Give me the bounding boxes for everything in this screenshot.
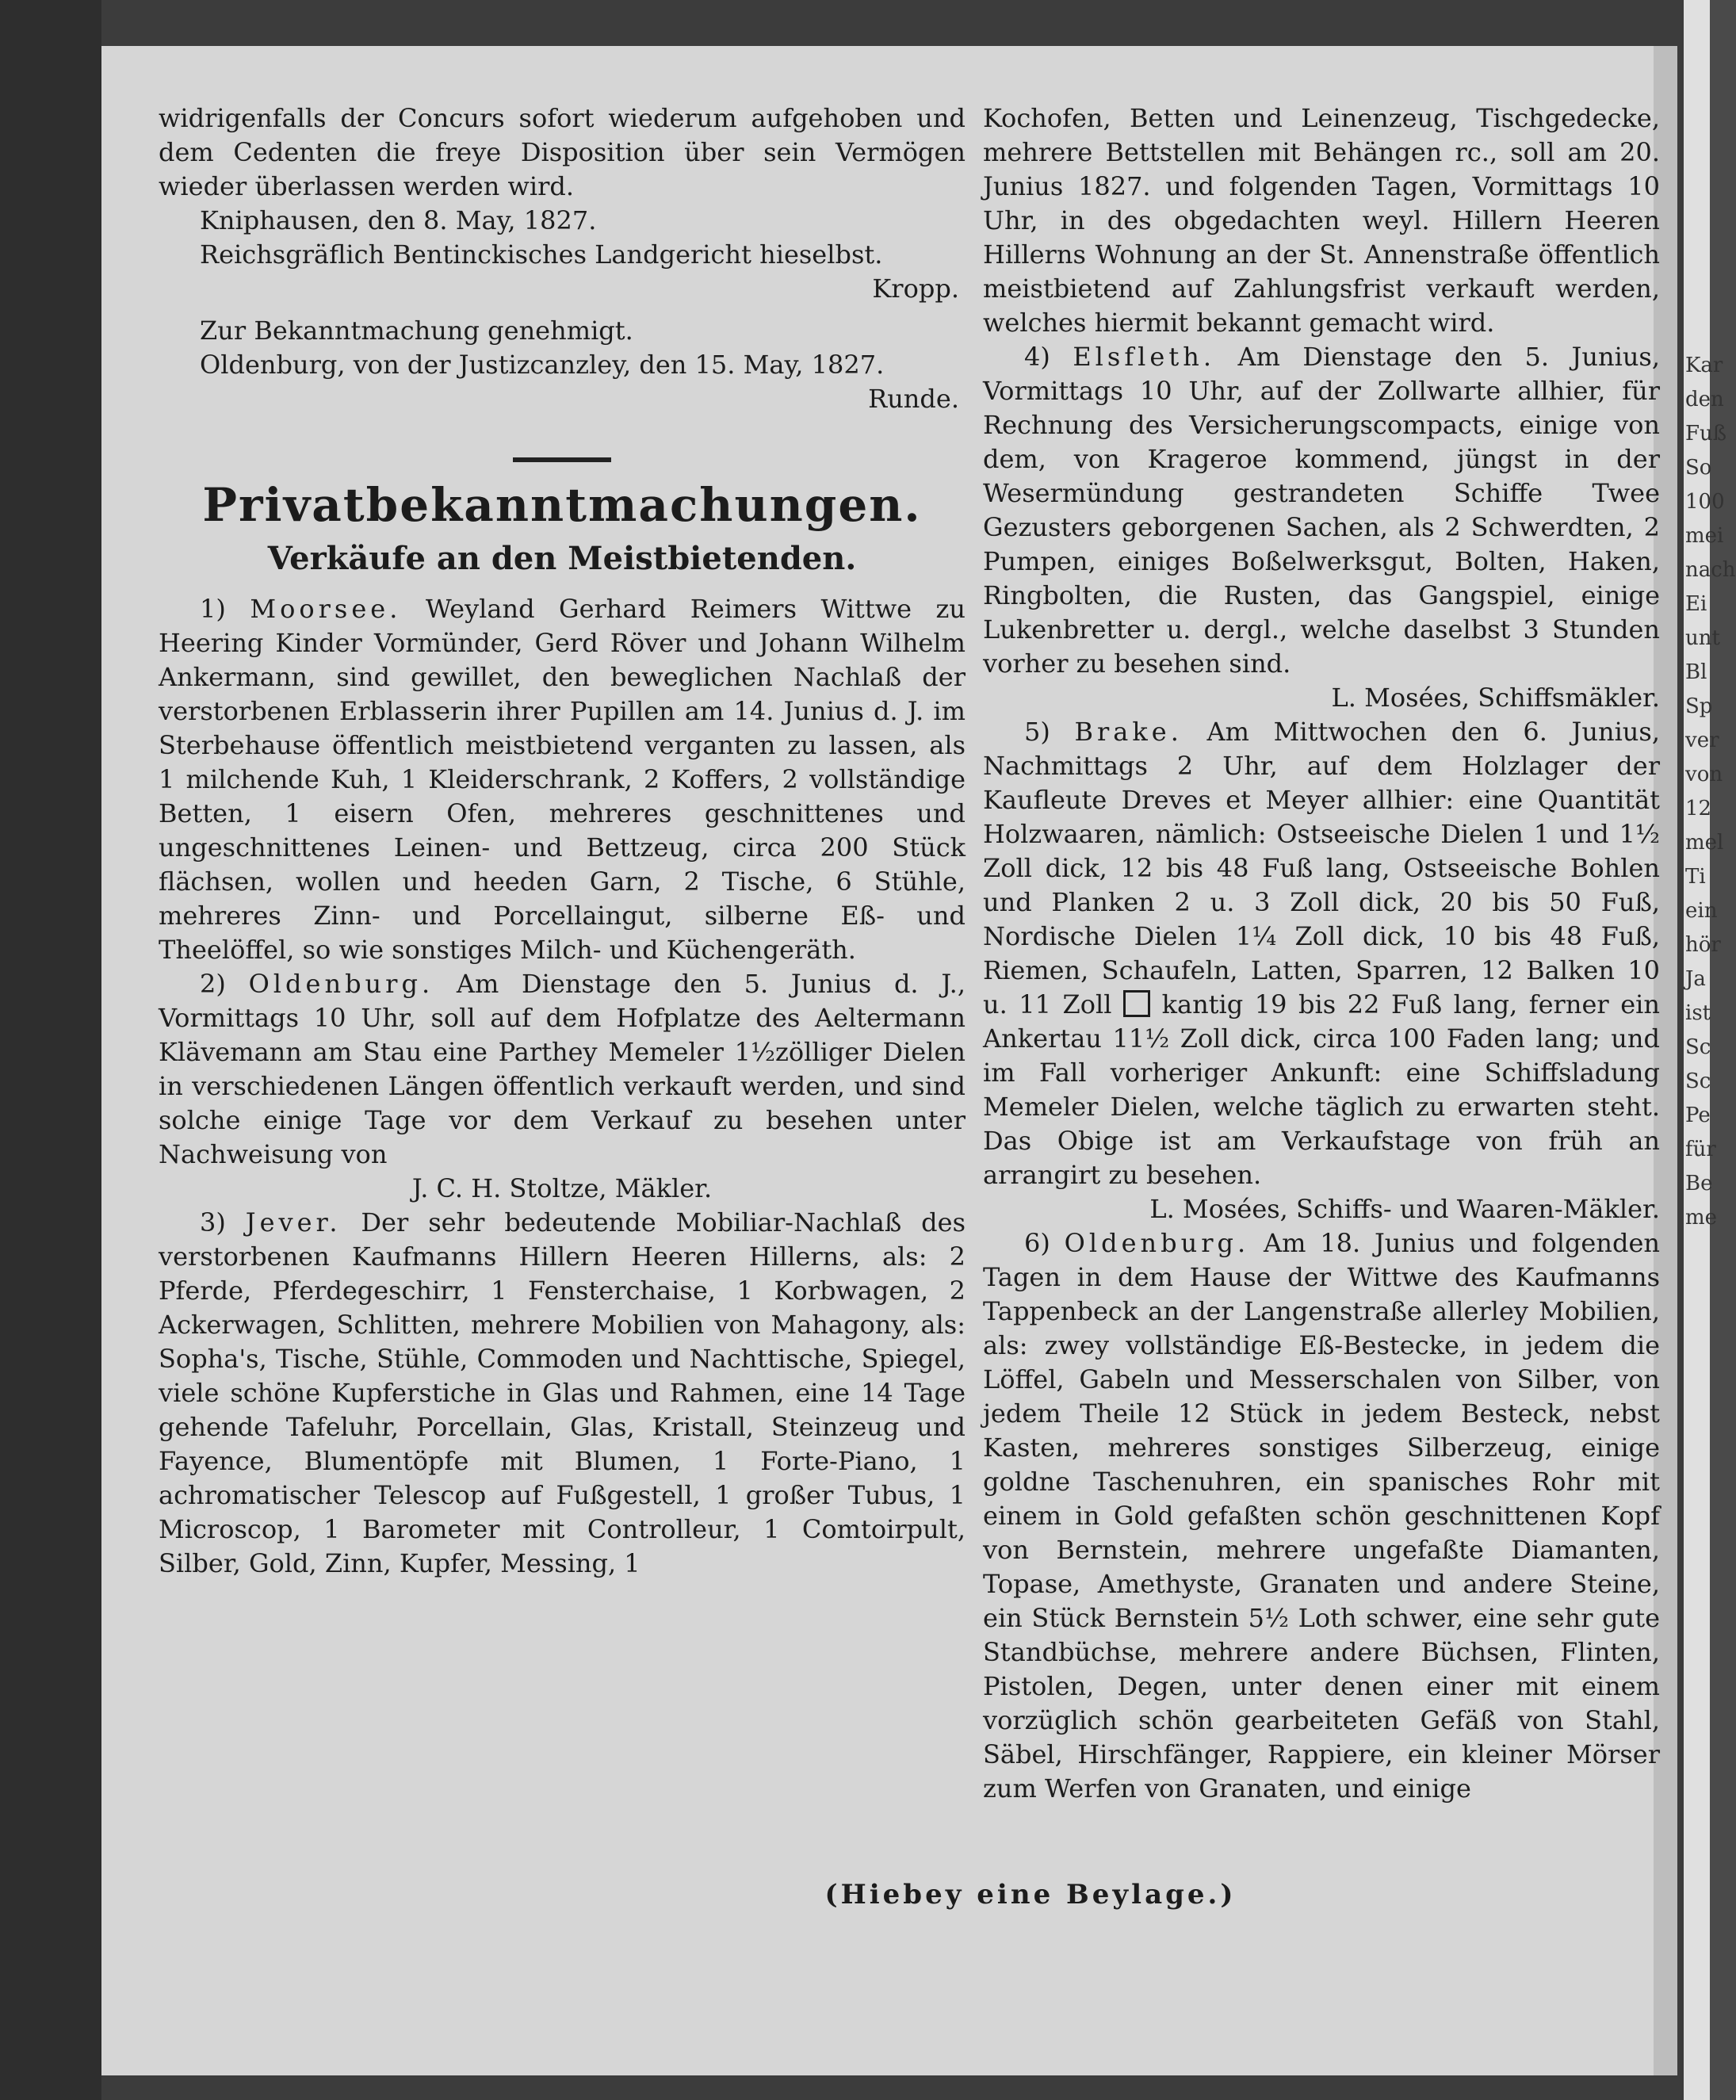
section-heading: Privatbekanntmachungen.: [202, 478, 922, 532]
section-divider: [513, 457, 611, 462]
next-page-fragment: Ja: [1685, 967, 1706, 991]
next-page-fragment: hör: [1685, 933, 1721, 957]
notice-body: Am Dienstage den 5. Junius d. J., Vormittags 10 Uhr, soll auf dem Hofplatze des Aeltermann Klävemann am Stau eine Parthey Memeler 1½zölliger Dielen in verschiedenen Längen öffentlich verkauft werden, und sind solche einige Tage vor dem Verkauf zu besehen unter Nachweisung von: [159, 969, 966, 1169]
notice-place: Oldenburg.: [248, 969, 434, 999]
notice-place: Jever.: [245, 1207, 342, 1237]
notice-body: Am Dienstage den 5. Junius, Vormittags 10 Uhr, auf der Zollwarte allhier, für Rechnung des Versicherungscompacts, einige von dem, von Krageroe kommend, jüngst in der Wesermündung gestrandeten Schiffe Twee Gezusters geborgenen Sachen, als 2 Schwerdten, 2 Pumpen, einiges Boßelwerksgut, Bolten, Haken, Ringbolten, die Rusten, das Gangspiel, einige Lukenbretter u. dergl., welche daselbst 3 Stunden vorher zu besehen sind.: [983, 342, 1661, 679]
notice-elsfleth: [983, 340, 1660, 681]
notice-body: Am Mittwochen den 6. Junius, Nachmittags 2 Uhr, auf dem Holzlager der Kaufleute Dreves et Meyer allhier: eine Quantität Holzwaaren, nämlich: Ostseeische Dielen 1 und 1½ Zoll dick, 12 bis 48 Fuß lang, Ostseeische Bohlen und Planken 2 u. 3 Zoll dick, 20 bis 50 Fuß, Nordische Dielen 1¼ Zoll dick, 10 bis 48 Fuß, Riemen, Schaufeln, Latten, Sparren, 12 Balken 10 u. 11 Zoll: [983, 717, 1661, 1019]
next-page-fragment: Sp: [1685, 694, 1713, 718]
notice-number: 5): [1024, 717, 1050, 747]
next-page-fragment: Pe: [1685, 1104, 1711, 1127]
section-subheading: Verkäufe an den Meistbietenden.: [267, 540, 857, 577]
next-page-fragment: den: [1685, 388, 1724, 411]
notice-oldenburg-2: [983, 1226, 1660, 1806]
notice-body: Am 18. Junius und folgenden Tagen in dem Hause der Wittwe des Kaufmanns Tappenbeck an der Langenstraße allerley Mobilien, als: zwey vollständige Eß-Bestecke, in jedem die Löffel, Gabeln und Messerschalen von Silber, von jedem Theile 12 Stück in jedem Besteck, nebst Kasten, mehreres sonstiges Silberzeug, einige goldne Taschenuhren, ein spanisches Rohr mit einem in Gold gefaßten schön geschnittenen Kopf von Bernstein, mehrere ungefaßte Diamanten, Topase, Amethyste, Granaten und andere Steine, ein Stück Bernstein 5½ Loth schwer, eine sehr gute Standbüchse, mehrere andere Büchsen, Flinten, Pistolen, Degen, unter denen einer mit einem vorzüglich schön gearbeiteten Gefäß von Stahl, Säbel, Hirschfänger, Rappiere, ein kleiner Mörser zum Werfen von Granaten, und einige: [983, 1228, 1661, 1804]
approval-note: Zur Bekanntmachung genehmigt.: [200, 316, 633, 346]
next-page-fragment: 12: [1685, 797, 1712, 820]
notice-moorsee: [159, 592, 966, 967]
dateline-kniphausen: Kniphausen, den 8. May, 1827.: [200, 205, 597, 235]
next-page-fragment: mel: [1685, 831, 1724, 855]
notice-jever: [159, 1206, 966, 1581]
next-page-fragment: ver: [1685, 729, 1719, 752]
next-page-fragment: mei: [1685, 524, 1724, 548]
notice-oldenburg-1: [159, 967, 966, 1172]
notice-brake: [983, 715, 1660, 1192]
next-page-fragment: ist: [1685, 1001, 1711, 1025]
right-column: [983, 101, 1660, 1806]
signature-runde: Runde.: [868, 384, 959, 414]
next-page-fragment: für: [1685, 1138, 1716, 1161]
next-page-fragment: Be: [1685, 1172, 1713, 1195]
next-page-fragment: me: [1685, 1206, 1718, 1230]
signature-stoltze: J. C. H. Stoltze, Mäkler.: [411, 1173, 713, 1203]
supplement-note: (Hiebey eine Beylage.): [824, 1879, 1237, 1911]
notice-number: 4): [1024, 342, 1050, 372]
notice-place: Brake.: [1074, 717, 1183, 747]
next-page-edge: [1684, 0, 1736, 2100]
notice-body: Weyland Gerhard Reimers Wittwe zu Heering Kinder Vormünder, Gerd Röver und Johann Wilhelm Ankermann, sind gewillet, den beweglichen Nachlaß der verstorbenen Erblasserin ihrer Pupillen am 14. Junius d. J. im Sterbehause öffentlich meistbietend verganten zu lassen, als 1 milchende Kuh, 1 Kleiderschrank, 2 Koffers, 2 vollständige Betten, 1 eisern Ofen, mehreres geschnittenes und ungeschnittenes Leinen- und Bettzeug, circa 200 Stück flächsen, wollen und heeden Garn, 2 Tische, 6 Stühle, mehreres Zinn- und Porcellaingut, silberne Eß- und Theelöffel, so wie sonstiges Milch- und Küchengeräth.: [159, 594, 966, 965]
signature-mosees-2: L. Mosées, Schiffs- und Waaren-Mäkler.: [1149, 1194, 1660, 1224]
next-page-fragment: Ei: [1685, 592, 1707, 616]
left-column: [159, 101, 966, 1581]
square-symbol-icon: [1123, 990, 1150, 1017]
next-page-fragments: [1684, 0, 1736, 1235]
court-name: Reichsgräflich Bentinckisches Landgericht hieselbst.: [200, 239, 883, 270]
next-page-fragment: Sc: [1685, 1069, 1711, 1093]
notice-jever-continued: Kochofen, Betten und Leinenzeug, Tischgedecke, mehrere Bettstellen mit Behängen rc., soll am 20. Junius 1827. und folgenden Tagen, Vormittags 10 Uhr, in des obgedachten weyl. Hillern Heeren Hillerns Wohnung an der St. Annenstraße öffentlich meistbietend auf Zahlungsfrist verkauft werden, welches hiermit bekannt gemacht wird.: [983, 103, 1660, 338]
notice-place: Elsfleth.: [1073, 342, 1215, 372]
next-page-fragment: nach: [1685, 558, 1736, 582]
notice-body-continued: kantig 19 bis 22 Fuß lang, ferner ein Ankertau 11½ Zoll dick, circa 100 Faden lang; und im Fall vorheriger Ankunft: eine Schiffsladung Memeler Dielen, welche täglich zu erwarten steht. Das Obige ist am Verkaufstage von früh an arrangirt zu besehen.: [983, 989, 1661, 1190]
next-page-fragment: Bl: [1685, 660, 1707, 684]
next-page-fragment: Ti: [1685, 865, 1706, 889]
notice-number: 1): [200, 594, 226, 624]
notice-body: Der sehr bedeutende Mobiliar-Nachlaß des verstorbenen Kaufmanns Hillern Heeren Hillerns, als: 2 Pferde, Pferdegeschirr, 1 Fensterchaise, 1 Korbwagen, 2 Ackerwagen, Schlitten, mehrere Mobilien von Mahagony, als: Sopha's, Tische, Stühle, Commoden und Nachttische, Spiegel, viele schöne Kupferstiche in Glas und Rahmen, eine 14 Tage gehende Tafeluhr, Porcellain, Glas, Kristall, Steinzeug und Fayence, Blumentöpfe mit Blumen, 1 Forte-Piano, 1 achromatischer Telescop auf Fußgestell, 1 großer Tubus, 1 Microscop, 1 Barometer mit Controlleur, 1 Comtoirpult, Silber, Gold, Zinn, Kupfer, Messing, 1: [159, 1207, 966, 1578]
next-page-fragment: So: [1685, 456, 1712, 480]
next-page-fragment: Sc: [1685, 1035, 1711, 1059]
signature-mosees-1: L. Mosées, Schiffsmäkler.: [1331, 683, 1660, 713]
next-page-fragment: ein: [1685, 899, 1718, 923]
notice-place: Oldenburg.: [1064, 1228, 1250, 1258]
notice-place: Moorsee.: [250, 594, 402, 624]
notice-number: 6): [1024, 1228, 1050, 1258]
notice-number: 3): [200, 1207, 226, 1237]
next-page-fragment: 100: [1685, 490, 1725, 514]
notice-number: 2): [200, 969, 226, 999]
next-page-fragment: von: [1685, 763, 1723, 786]
signature-kropp: Kropp.: [872, 273, 959, 304]
dateline-oldenburg: Oldenburg, von der Justizcanzley, den 15. May, 1827.: [200, 350, 885, 380]
concurs-notice-text: widrigenfalls der Concurs sofort wiederum aufgehoben und dem Cedenten die freye Disposition über sein Vermögen wieder überlassen werden wird.: [159, 103, 966, 201]
next-page-fragment: Fuß: [1685, 422, 1727, 446]
next-page-fragment: unt: [1685, 626, 1720, 650]
next-page-fragment: Kar: [1685, 354, 1723, 377]
